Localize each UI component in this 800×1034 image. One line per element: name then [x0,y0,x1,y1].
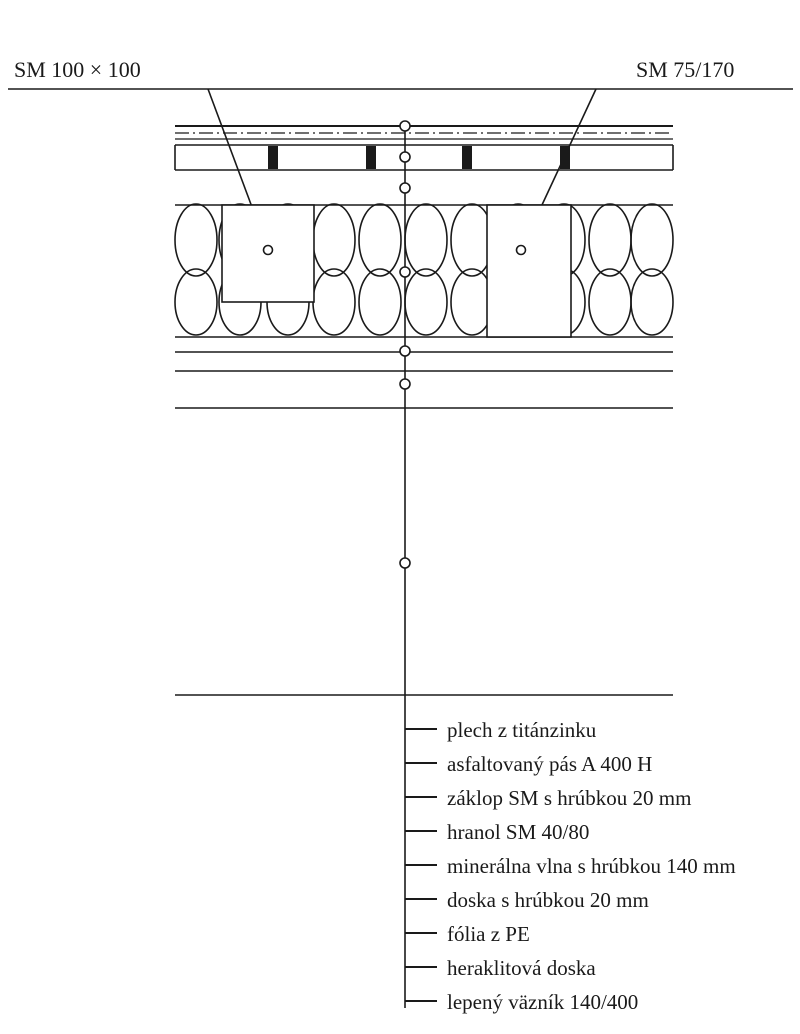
leader-node-vlna [400,346,410,356]
leader-node-zaklop [400,183,410,193]
list-item: fólia z PE [447,922,530,946]
list-item: hranol SM 40/80 [447,820,590,844]
leader-node-hranol [400,267,410,277]
batten-block-1 [268,146,278,169]
leader-dot-left-top [264,246,273,255]
leader-node-asfalt [400,152,410,162]
leader-node-plech [400,121,410,131]
label-sm-75-170: SM 75/170 [636,57,735,82]
member-sm-75-170 [487,205,571,337]
list-item: lepený väzník 140/400 [447,990,639,1014]
list-item: plech z titánzinku [447,718,597,742]
list-item: heraklitová doska [447,956,596,980]
list-item: asfaltovaný pás A 400 H [447,752,653,776]
label-sm-100x100: SM 100 × 100 [14,57,141,82]
leader-node-folia [400,558,410,568]
leader-node-doska [400,379,410,389]
list-item: doska s hrúbkou 20 mm [447,888,649,912]
legend-list [447,713,797,1019]
list-item: minerálna vlna s hrúbkou 140 mm [447,854,736,878]
batten-block-3 [462,146,472,169]
list-item: záklop SM s hrúbkou 20 mm [447,786,692,810]
leader-dot-right-top [517,246,526,255]
batten-block-2 [366,146,376,169]
batten-block-4 [560,146,570,169]
